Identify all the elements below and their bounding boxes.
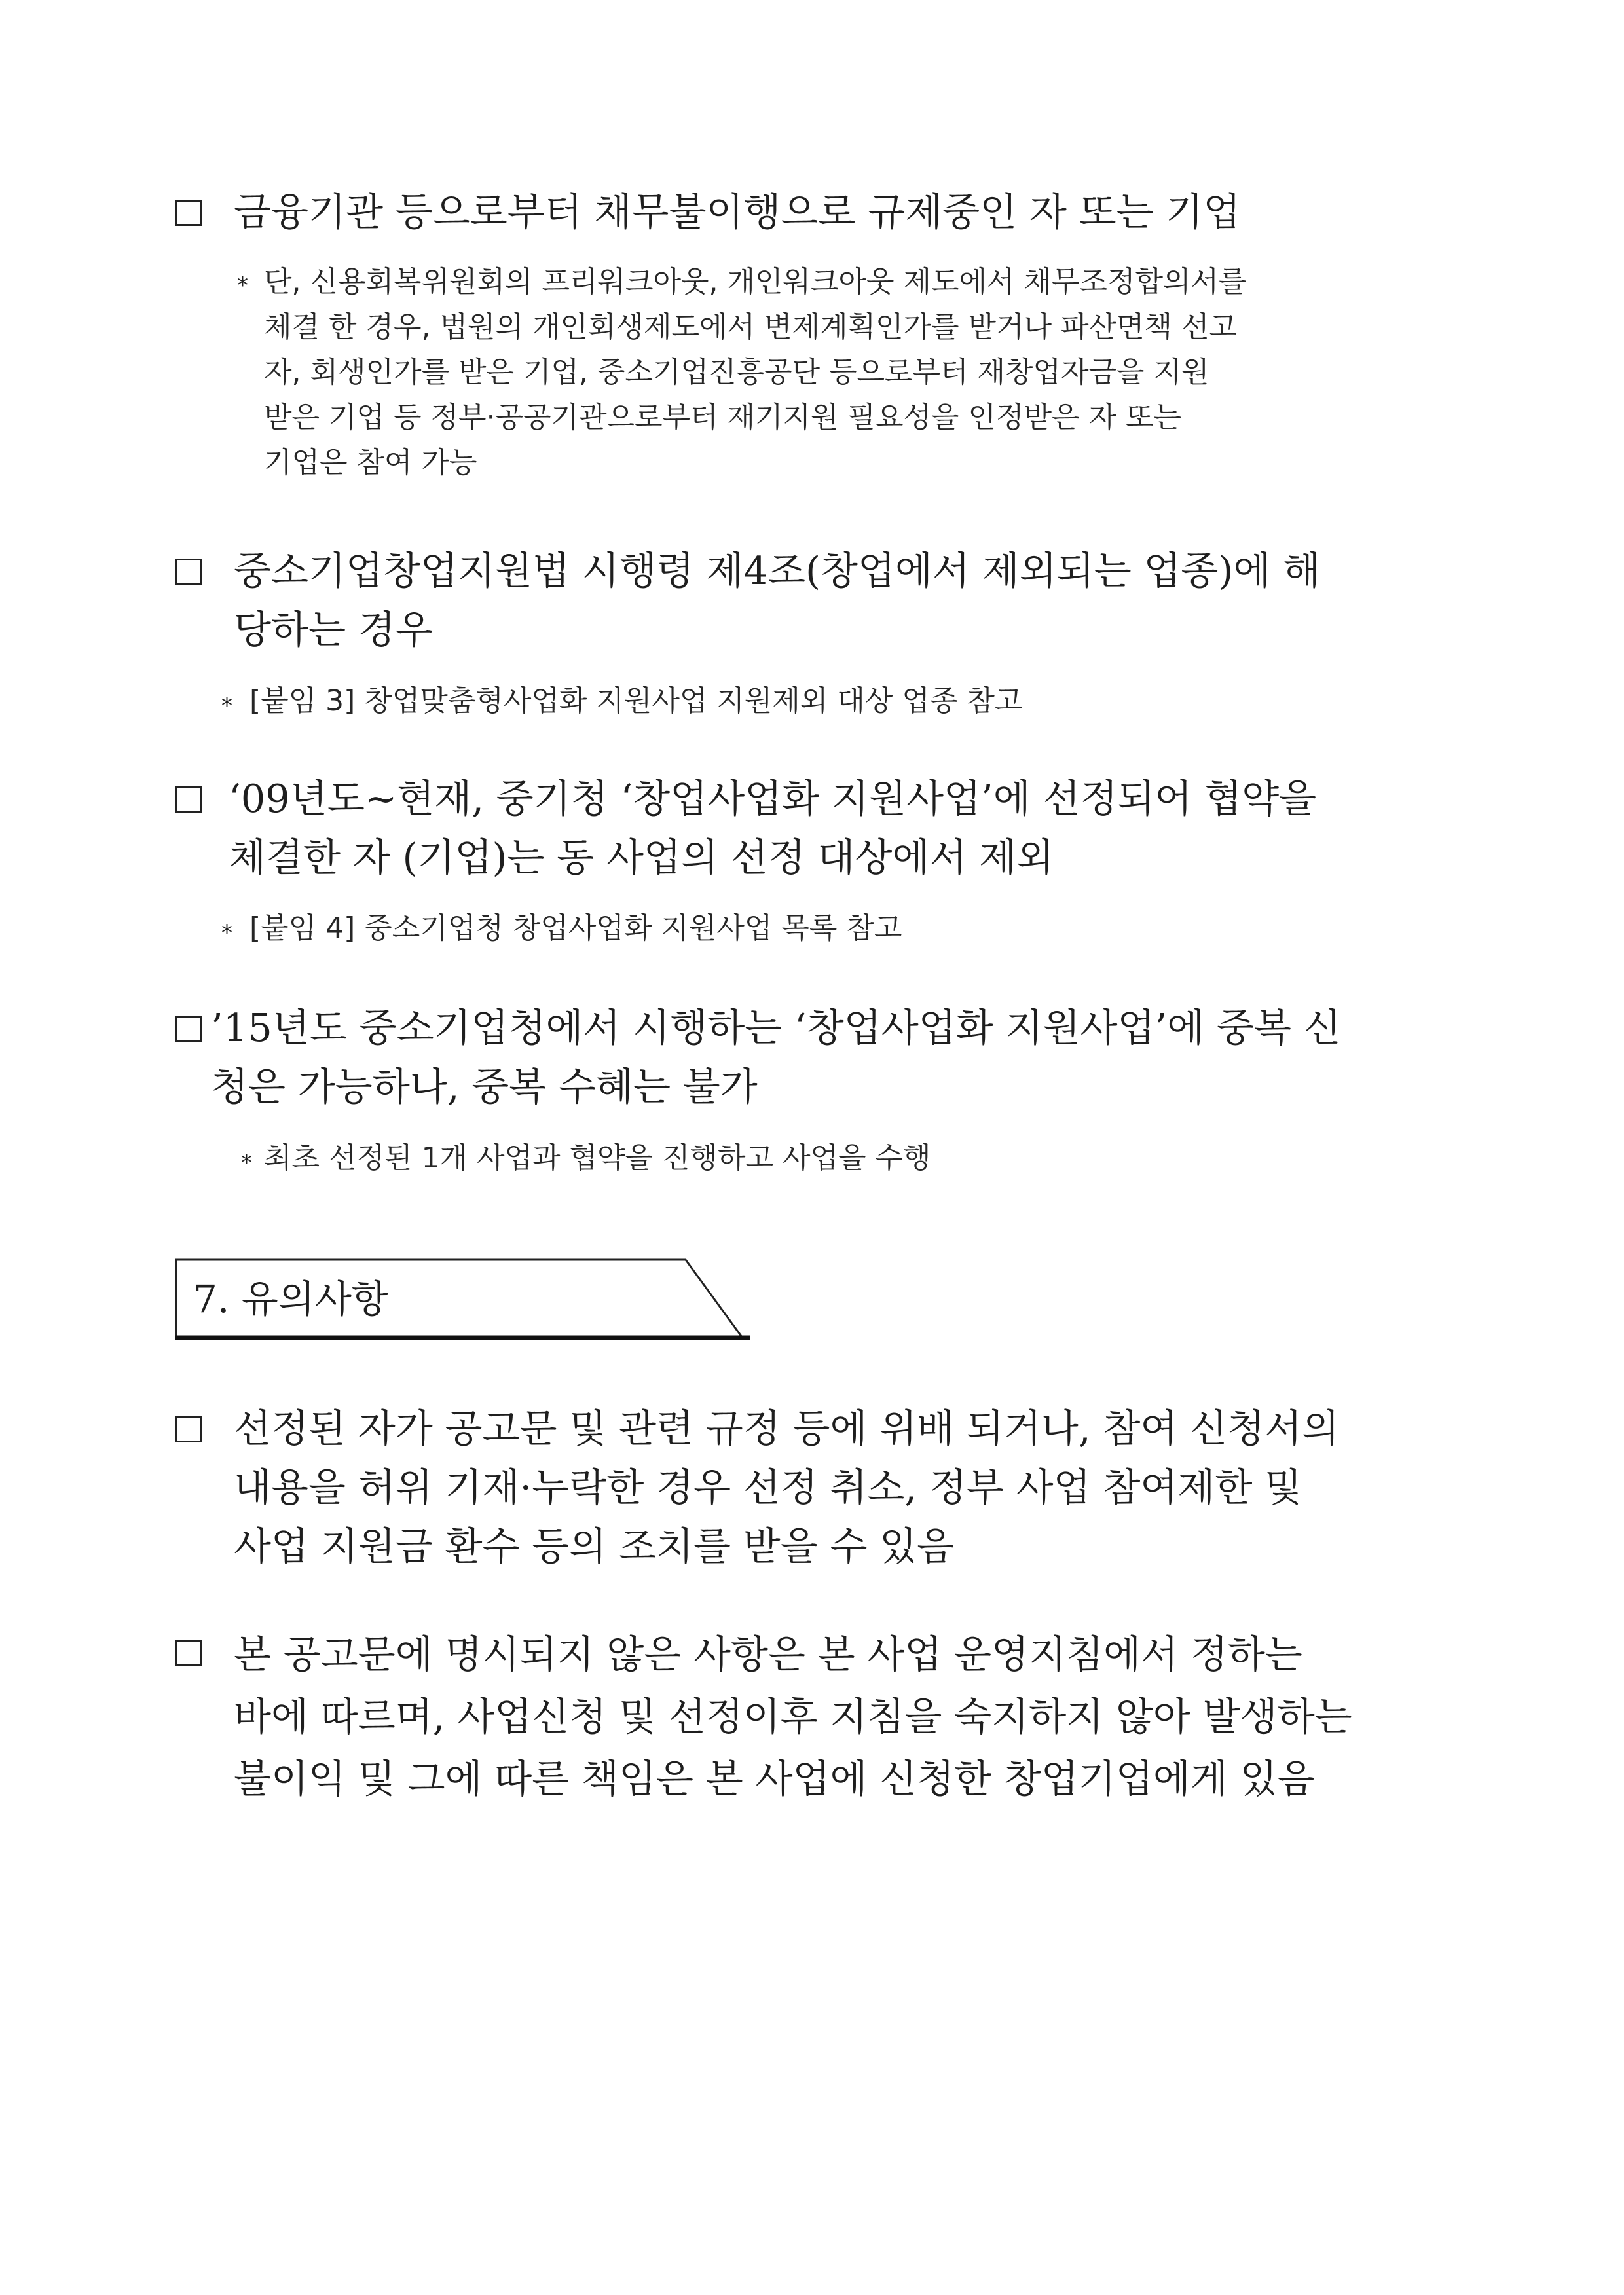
checkbox-icon	[175, 1640, 202, 1666]
section-heading: 7. 유의사항	[193, 1277, 388, 1321]
note-asterisk: *	[221, 920, 232, 946]
item-text: ’15년도 중소기업청에서 시행하는 ‘창업사업화 지원사업’에 중복 신 청은 가능하나, 중복 수혜는 불가	[211, 1005, 1341, 1109]
checkbox-icon	[175, 1016, 202, 1042]
checkbox-icon	[175, 786, 202, 813]
item-text: 금융기관 등으로부터 채무불이행으로 규제중인 자 또는 기업	[234, 189, 1241, 234]
item-note: [붙임 3] 창업맞춤형사업화 지원사업 지원제외 대상 업종 참고	[249, 684, 1023, 718]
notice-text: 본 공고문에 명시되지 않은 사항은 본 사업 운영지침에서 정하는 바에 따르며, 사업신청 및 선정이후 지침을 숙지하지 않아 발생하는 불이익 및 그에 따른 책임은 본 사업에 신청한 창업기업에게 있음	[234, 1632, 1352, 1801]
checkbox-icon	[175, 200, 202, 226]
item-text: 중소기업창업지원법 시행령 제4조(창업에서 제외되는 업종)에 해 당하는 경우	[234, 548, 1321, 652]
note-asterisk: *	[241, 1150, 252, 1176]
item-note: 최초 선정된 1개 사업과 협약을 진행하고 사업을 수행	[264, 1141, 931, 1175]
item-note: [붙임 4] 중소기업청 창업사업화 지원사업 목록 참고	[249, 911, 902, 945]
item-text: ‘09년도~현재, 중기청 ‘창업사업화 지원사업’에 선정되어 협약을 체결한 자 (기업)는 동 사업의 선정 대상에서 제외	[229, 776, 1317, 880]
section-heading-box	[174, 1258, 750, 1340]
item-note: 단, 신용회복위원회의 프리워크아웃, 개인워크아웃 제도에서 채무조정합의서를 체결 한 경우, 법원의 개인회생제도에서 변제계획인가를 받거나 파산면책 선고 자, 회생인가를 받은 기업, 중소기업진흥공단 등으로부터 재창업자금을 지원 받은 기업 등 정부·공공기관으로부터 재기지원 필요성을 인정받은 자 또는 기업은 참여 가능	[264, 265, 1247, 479]
note-asterisk: *	[221, 693, 232, 719]
notice-text: 선정된 자가 공고문 및 관련 규정 등에 위배 되거나, 참여 신청서의 내용을 허위 기재·누락한 경우 선정 취소, 정부 사업 참여제한 및 사업 지원금 환수 등의 조치를 받을 수 있음	[234, 1406, 1340, 1569]
note-asterisk: *	[237, 272, 248, 299]
checkbox-icon	[175, 1416, 202, 1442]
checkbox-icon	[175, 559, 202, 585]
